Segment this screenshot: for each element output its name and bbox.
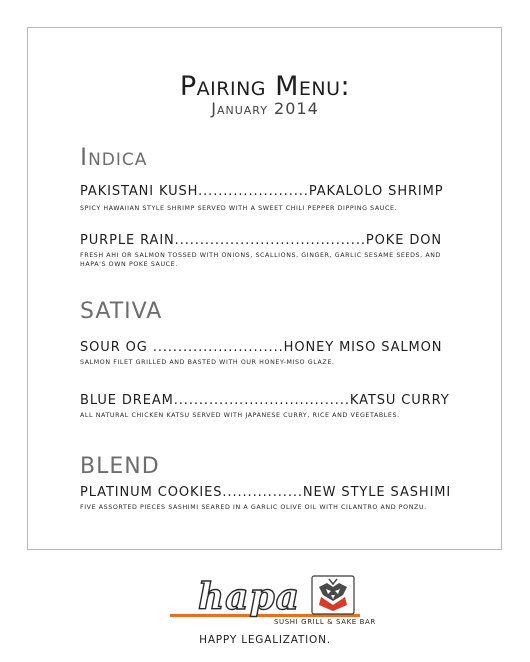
pairing-description: SPICY HAWAIIAN STYLE SHRIMP SERVED WITH A SWEET CHILI PEPPER DIPPING SAUCE. <box>80 205 398 212</box>
pairing-description: FRESH AHI OR SALMON TOSSED WITH ONIONS, SCALLIONS, GINGER, GARLIC SESAME SEEDS, AND HAPA'S OWN POKE SAUCE. <box>80 252 441 268</box>
warrior-mask-icon <box>311 575 355 615</box>
logo-tagline: SUSHI GRILL & SAKE BAR <box>274 618 376 626</box>
pairing-line: PURPLE RAIN......................................POKE DON <box>80 233 443 248</box>
page-subtitle: January 2014 <box>211 99 319 118</box>
pairing-line: PAKISTANI KUSH......................PAKALOLO SHRIMP <box>80 184 444 199</box>
pairing-description: SALMON FILET GRILLED AND BASTED WITH OUR HONEY-MISO GLAZE. <box>80 359 335 366</box>
page-title: Pairing Menu: <box>179 71 351 102</box>
footer-slogan: HAPPY LEGALIZATION. <box>199 634 331 646</box>
pairing-description: ALL NATURAL CHICKEN KATSU SERVED WITH JAPANESE CURRY, RICE AND VEGETABLES. <box>80 412 400 419</box>
section-heading-blend: BLEND <box>80 454 160 479</box>
pairing-line: BLUE DREAM...................................KATSU CURRY <box>80 393 450 408</box>
logo-wordmark: hapa <box>198 576 300 618</box>
pairing-line: SOUR OG ..........................HONEY MISO SALMON <box>80 340 443 355</box>
section-heading-indica: Indica <box>80 143 148 171</box>
pairing-line: PLATINUM COOKIES................NEW STYLE SASHIMI <box>80 485 452 500</box>
section-heading-sativa: SATIVA <box>80 299 163 324</box>
pairing-description: FIVE ASSORTED PIECES SASHIMI SEARED IN A GARLIC OLIVE OIL WITH CILANTRO AND PONZU. <box>80 504 427 511</box>
